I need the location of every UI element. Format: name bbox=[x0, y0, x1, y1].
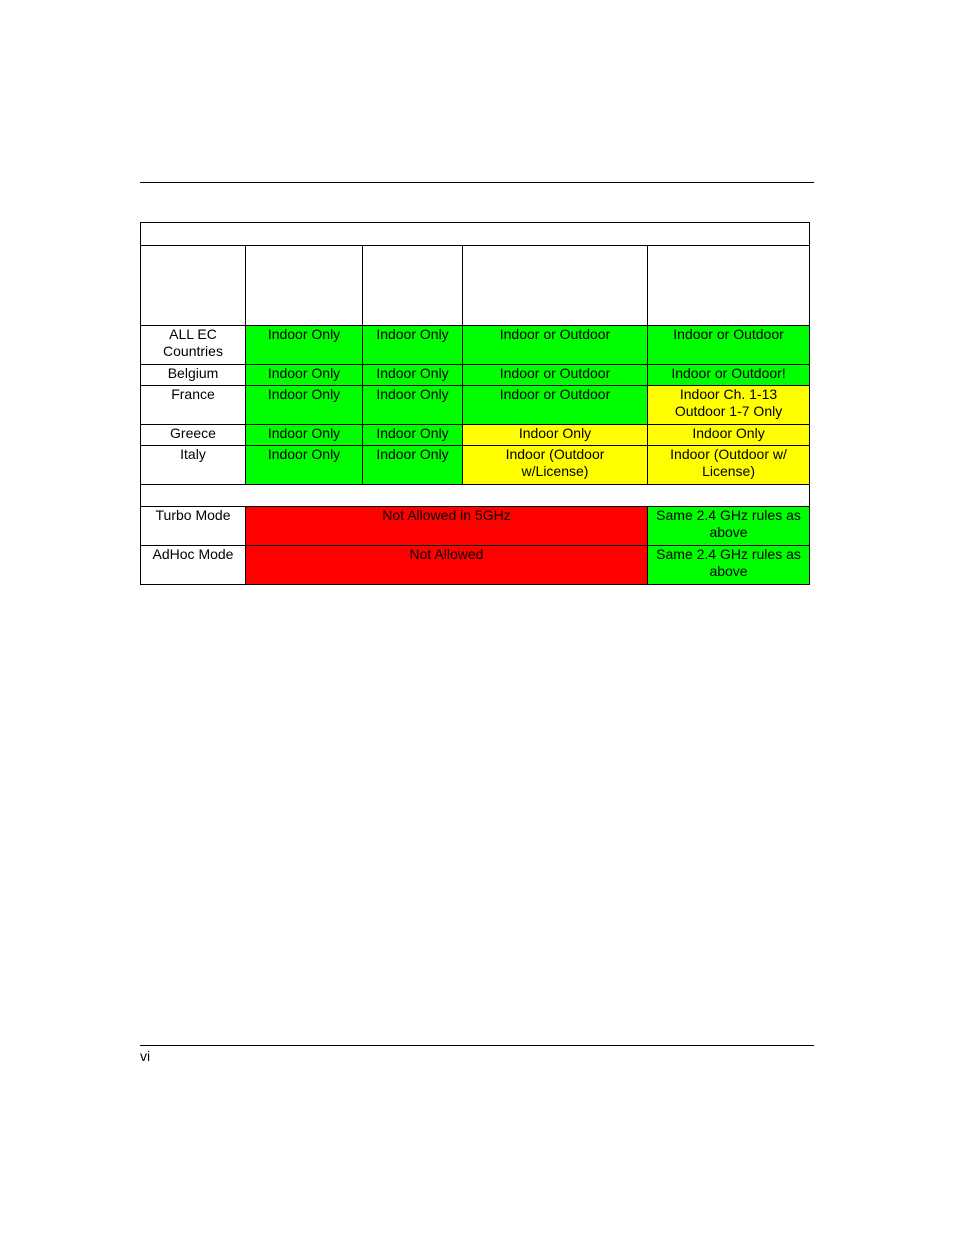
status-cell: Indoor or Outdoor bbox=[463, 326, 648, 365]
country-cell: ALL EC Countries bbox=[141, 326, 246, 365]
status-cell: Same 2.4 GHz rules as above bbox=[648, 507, 810, 546]
status-cell: Indoor Only bbox=[246, 365, 363, 386]
country-cell: France bbox=[141, 386, 246, 425]
status-cell: Indoor Only bbox=[246, 446, 363, 485]
status-cell: Indoor Ch. 1-13 Outdoor 1-7 Only bbox=[648, 386, 810, 425]
footer-rule bbox=[140, 1045, 814, 1046]
header-cell bbox=[463, 246, 648, 326]
status-cell: Same 2.4 GHz rules as above bbox=[648, 546, 810, 585]
header-rule bbox=[140, 182, 814, 183]
regulatory-table bbox=[140, 222, 810, 585]
table-band-row bbox=[141, 223, 810, 246]
status-cell: Indoor or Outdoor bbox=[463, 365, 648, 386]
status-cell: Indoor Only bbox=[246, 425, 363, 446]
country-cell: Belgium bbox=[141, 365, 246, 386]
status-cell: Indoor Only bbox=[363, 425, 463, 446]
status-cell: Indoor Only bbox=[463, 425, 648, 446]
status-cell: Indoor Only bbox=[363, 365, 463, 386]
status-cell: Indoor (Outdoor w/ License) bbox=[648, 446, 810, 485]
table-header-row bbox=[141, 246, 810, 326]
status-cell: Indoor Only bbox=[363, 446, 463, 485]
status-cell: Not Allowed in 5GHz bbox=[246, 507, 648, 546]
header-cell bbox=[246, 246, 363, 326]
status-cell: Indoor Only bbox=[246, 326, 363, 365]
country-cell: Italy bbox=[141, 446, 246, 485]
status-cell: Indoor or Outdoor! bbox=[648, 365, 810, 386]
status-cell: Indoor Only bbox=[246, 386, 363, 425]
mode-cell: Turbo Mode bbox=[141, 507, 246, 546]
table-row bbox=[141, 365, 810, 386]
table-band-row bbox=[141, 485, 810, 507]
header-cell bbox=[141, 246, 246, 326]
status-cell: Indoor (Outdoor w/License) bbox=[463, 446, 648, 485]
mode-cell: AdHoc Mode bbox=[141, 546, 246, 585]
table-band-cell bbox=[141, 485, 810, 507]
status-cell: Indoor Only bbox=[648, 425, 810, 446]
status-cell: Indoor or Outdoor bbox=[648, 326, 810, 365]
table-row bbox=[141, 507, 810, 546]
table-band-cell bbox=[141, 223, 810, 246]
table-row bbox=[141, 425, 810, 446]
status-cell: Not Allowed bbox=[246, 546, 648, 585]
table-row bbox=[141, 446, 810, 485]
status-cell: Indoor Only bbox=[363, 326, 463, 365]
table-row bbox=[141, 546, 810, 585]
table-row bbox=[141, 386, 810, 425]
status-cell: Indoor or Outdoor bbox=[463, 386, 648, 425]
country-cell: Greece bbox=[141, 425, 246, 446]
page-number: vi bbox=[140, 1048, 151, 1064]
status-cell: Indoor Only bbox=[363, 386, 463, 425]
header-cell bbox=[363, 246, 463, 326]
header-cell bbox=[648, 246, 810, 326]
table-row bbox=[141, 326, 810, 365]
